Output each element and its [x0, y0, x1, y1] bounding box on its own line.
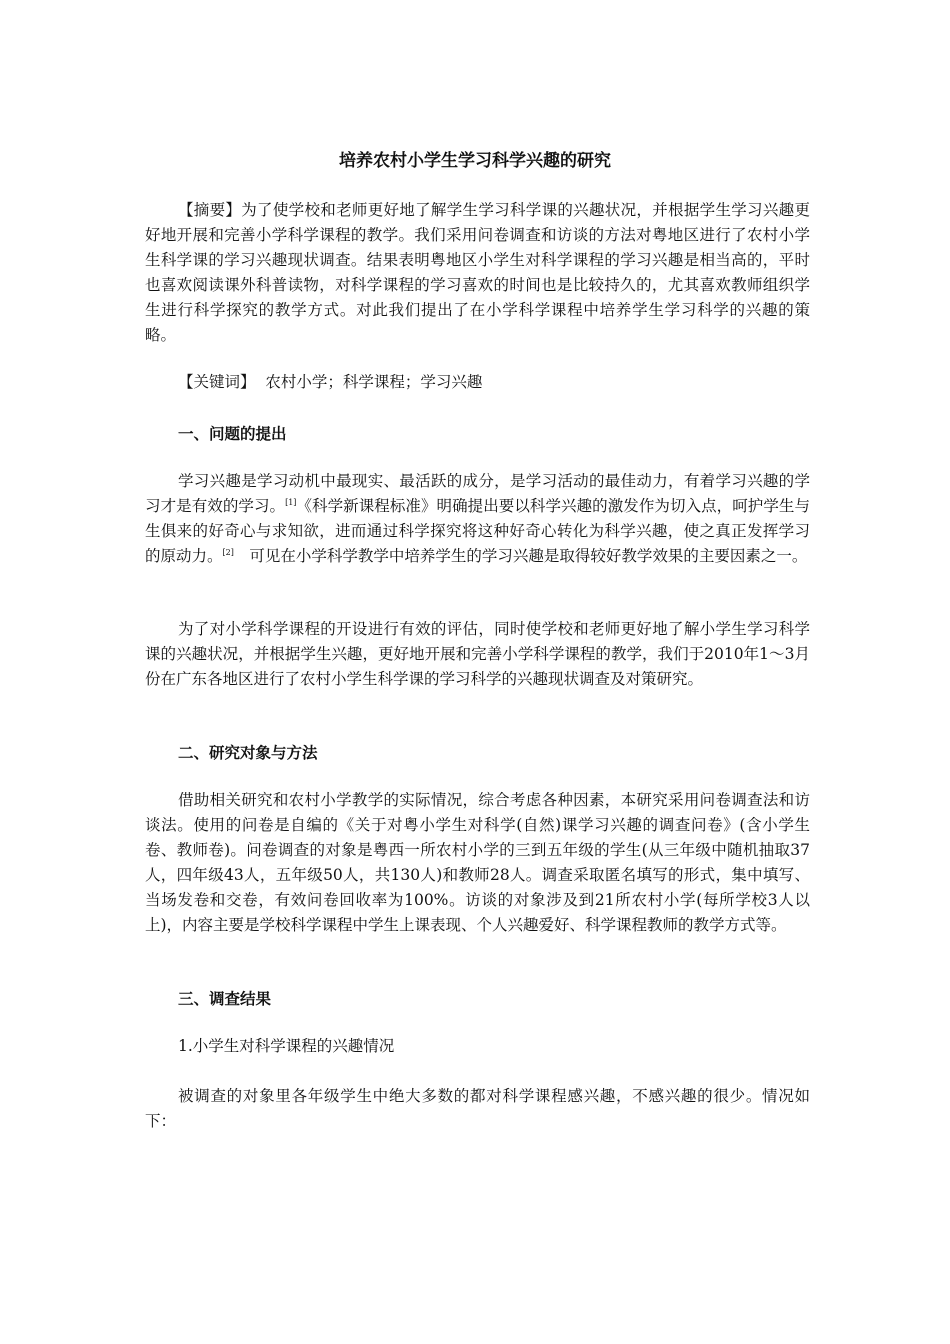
citation-2: [2] — [222, 548, 234, 557]
section-1-text-c: 可见在小学科学教学中培养学生的学习兴趣是取得较好教学效果的主要因素之一。 — [233, 547, 808, 565]
abstract-label: 【摘要】 — [178, 201, 242, 219]
section-2-paragraph-1: 借助相关研究和农村小学教学的实际情况，综合考虑各种因素，本研究采用问卷调查法和访谈法。使用的问卷是自编的《关于对粤小学生对科学(自然)课学习兴趣的调查问卷》(含小学生卷、教师卷)。问卷调查的对象是粤西一所农村小学的三到五年级的学生(从三年级中随机抽取37人，四年级43人，五年级50人，共130人)和教师28人。调查采取匿名填写的形式，集中填写、当场发卷和交卷，有效问卷回收率为100%。访谈的对象涉及到21所农村小学(每所学校3人以上)，内容主要是学校科学课程中学生上课表现、个人兴趣爱好、科学课程教师的教学方式等。 — [145, 791, 810, 934]
abstract-paragraph — [145, 198, 810, 348]
section-3-subheading-1: 1.小学生对科学课程的兴趣情况 — [178, 1037, 395, 1055]
section-3-paragraph-1: 被调查的对象里各年级学生中绝大多数的都对科学课程感兴趣，不感兴趣的很少。情况如下： — [145, 1087, 810, 1130]
section-1-text-b: 《科学新课程标准》明确提出要以科学兴趣的激发作为切入点，呵护学生与生俱来的好奇心与求知欲，进而通过科学探究将这种好奇心转化为科学兴趣，使之真正发挥学习的原动力。 — [145, 497, 810, 565]
section-1-heading: 一、问题的提出 — [178, 424, 287, 443]
section-1-paragraph-1 — [145, 469, 810, 569]
section-3-heading: 三、调查结果 — [178, 989, 272, 1008]
section-2-heading: 二、研究对象与方法 — [178, 743, 318, 762]
section-1-paragraph-2: 为了对小学科学课程的开设进行有效的评估，同时使学校和老师更好地了解小学生学习科学课的兴趣状况，并根据学生兴趣，更好地开展和完善小学科学课程的教学，我们于2010年1～3月份在广东各地区进行了农村小学生科学课的学习科学的兴趣现状调查及对策研究。 — [145, 620, 810, 688]
keywords-label: 【关键词】 — [178, 373, 256, 391]
citation-1: [1] — [285, 498, 297, 507]
keywords-paragraph — [178, 370, 798, 395]
section-1-text-a: 学习兴趣是学习动机中最现实、最活跃的成分，是学习活动的最佳动力，有着学习兴趣的学习才是有效的学习。 — [145, 472, 810, 515]
keywords-text: 农村小学；科学课程；学习兴趣 — [265, 373, 483, 391]
abstract-text: 为了使学校和老师更好地了解学生学习科学课的兴趣状况，并根据学生学习兴趣更好地开展和完善小学科学课程的教学。我们采用问卷调查和访谈的方法对粤地区进行了农村小学生科学课的学习兴趣现状调查。结果表明粤地区小学生对科学课程的学习兴趣是相当高的，平时也喜欢阅读课外科普读物，对科学课程的学习喜欢的时间也是比较持久的，尤其喜欢教师组织学生进行科学探究的教学方式。对此我们提出了在小学科学课程中培养学生学习科学的兴趣的策略。 — [145, 201, 810, 344]
document-title: 培养农村小学生学习科学兴趣的研究 — [339, 151, 611, 171]
